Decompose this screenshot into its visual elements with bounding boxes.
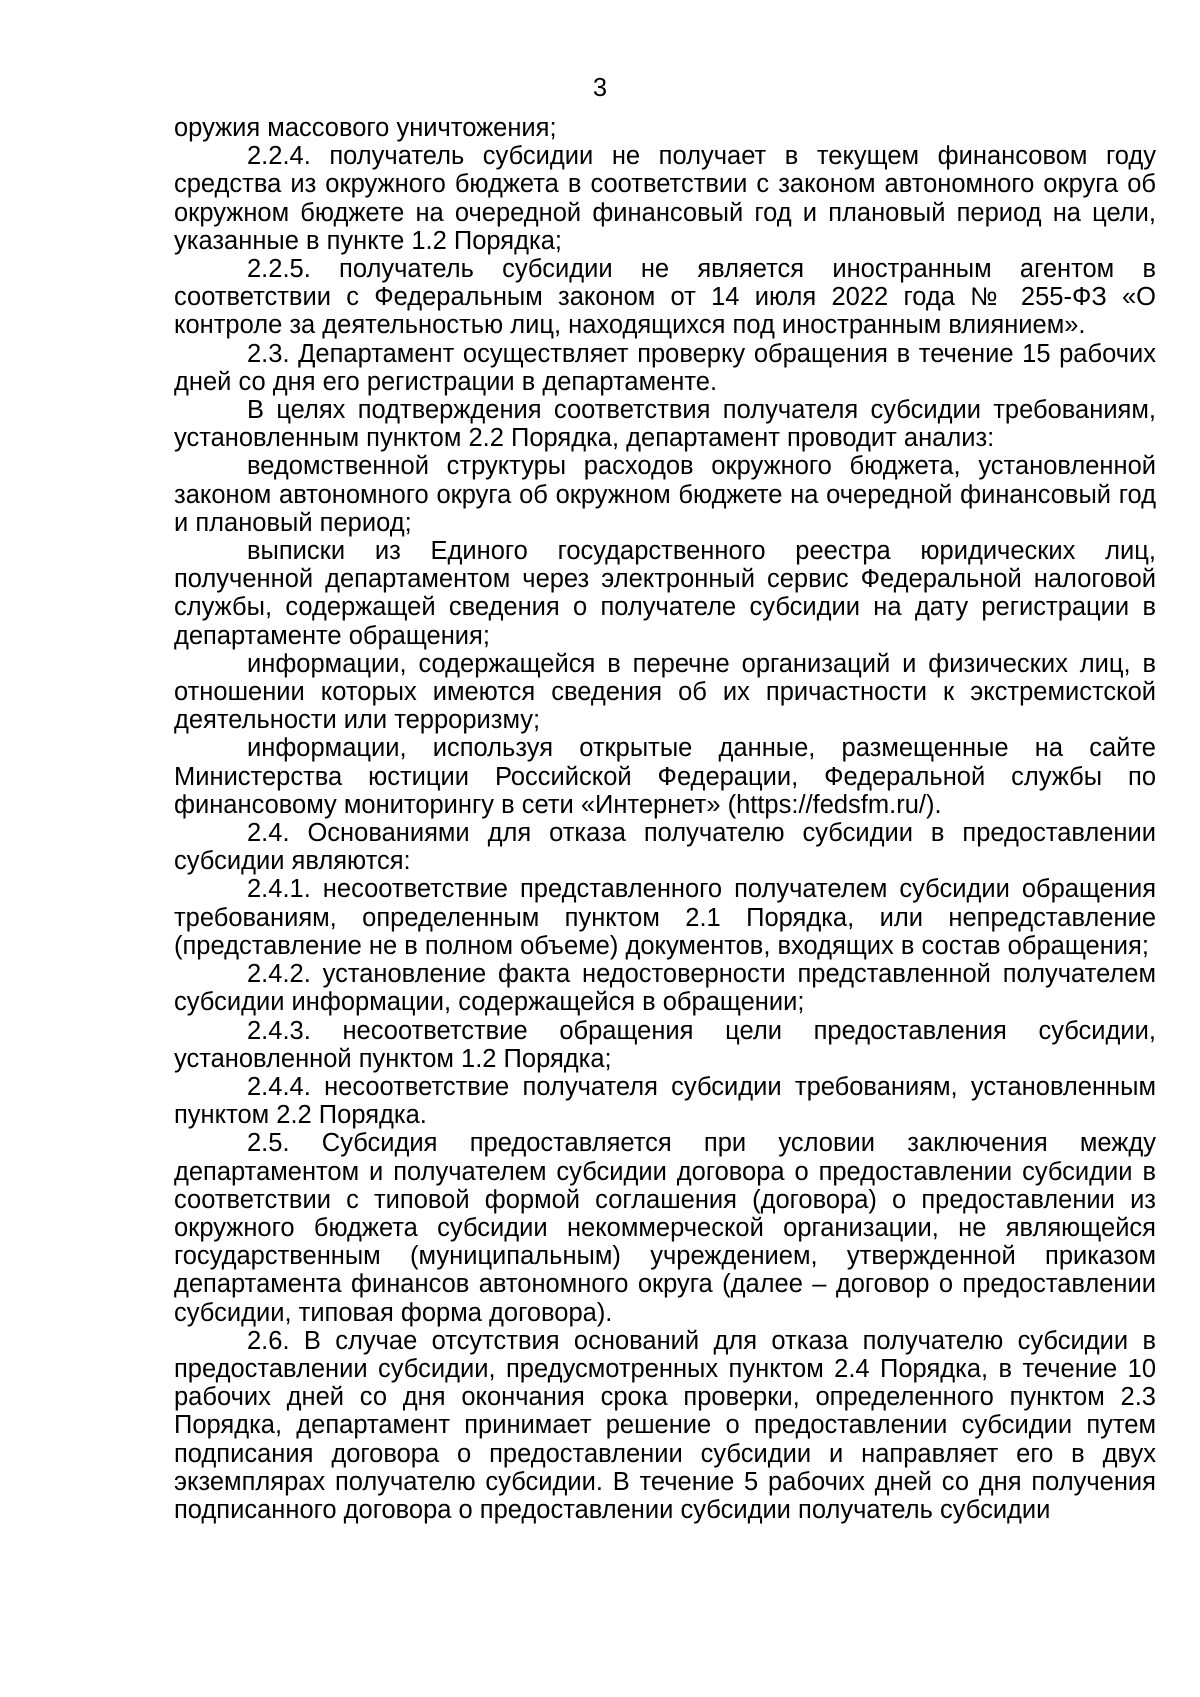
clause-2-5: 2.5. Субсидия предоставляется при условии заключения между департаментом и получателем субсидии договора о предоставлении субсидии в соответствии с типовой формой соглашения (договора) о предоставлении из окружного бюджета субсидии некоммерческой организации, не являющейся государственным (муниципальным) учреждением, утвержденной приказом департамента финансов автономного округа (далее – договор о предоставлении субсидии, типовая форма договора). [174,1129,1156,1327]
clause-2-4-3: 2.4.3. несоответствие обращения цели предоставления субсидии, установленной пунктом 1.2 Порядка; [174,1016,1156,1073]
clause-2-4-1: 2.4.1. несоответствие представленного получателем субсидии обращения требованиям, определенным пунктом 2.1 Порядка, или непредставление (представление не в полном объеме) документов, входящих в состав обращения; [174,875,1156,960]
paragraph-analysis-intro: В целях подтверждения соответствия получателя субсидии требованиям, установленным пунктом 2.2 Порядка, департамент проводит анализ: [174,396,1156,453]
clause-2-3: 2.3. Департамент осуществляет проверку обращения в течение 15 рабочих дней со дня его регистрации в департаменте. [174,339,1156,396]
clause-2-2-5: 2.2.5. получатель субсидии не является иностранным агентом в соответствии с Федеральным законом от 14 июля 2022 года № 255-ФЗ «О контроле за деятельностью лиц, находящихся под иностранным влиянием». [174,255,1156,340]
paragraph-registry-extract: выписки из Единого государственного реестра юридических лиц, полученной департаментом через электронный сервис Федеральной налоговой службы, содержащей сведения о получателе субсидии на дату регистрации в департаменте обращения; [174,537,1156,650]
clause-2-4-4: 2.4.4. несоответствие получателя субсидии требованиям, установленным пунктом 2.2 Порядка. [174,1072,1156,1130]
clause-2-4: 2.4. Основаниями для отказа получателю субсидии в предоставлении субсидии являются: [174,819,1156,876]
clause-2-2-4: 2.2.4. получатель субсидии не получает в текущем финансовом году средства из окружного бюджета в соответствии с законом автономного округа об окружном бюджете на очередной финансовый год и плановый период на цели, указанные в пункте 1.2 Порядка; [174,142,1156,255]
paragraph-budget-structure: ведомственной структуры расходов окружного бюджета, установленной законом автономного округа об окружном бюджете на очередной финансовый год и плановый период; [174,452,1156,537]
paragraph-open-data: информации, используя открытые данные, размещенные на сайте Министерства юстиции Российской Федерации, Федеральной службы по финансовому мониторингу в сети «Интернет» (https://fedsfm.ru/). [174,734,1156,819]
clause-2-6: 2.6. В случае отсутствия оснований для отказа получателю субсидии в предоставлении субсидии, предусмотренных пунктом 2.4 Порядка, в течение 10 рабочих дней со дня окончания срока проверки, определенного пунктом 2.3 Порядка, департамент принимает решение о предоставлении субсидии путем подписания договора о предоставлении субсидии и направляет его в двух экземплярах получателю субсидии. В течение 5 рабочих дней со дня получения подписанного договора о предоставлении субсидии получатель субсидии [174,1326,1156,1524]
page-number: 3 [592,74,608,102]
clause-2-4-2: 2.4.2. установление факта недостоверности представленной получателем субсидии информации, содержащейся в обращении; [174,960,1156,1017]
paragraph-extremism-list: информации, содержащейся в перечне организаций и физических лиц, в отношении которых имеются сведения об их причастности к экстремистской деятельности или терроризму; [174,649,1156,735]
document-body [174,114,1156,1524]
paragraph-continuation: оружия массового уничтожения; [174,114,557,142]
